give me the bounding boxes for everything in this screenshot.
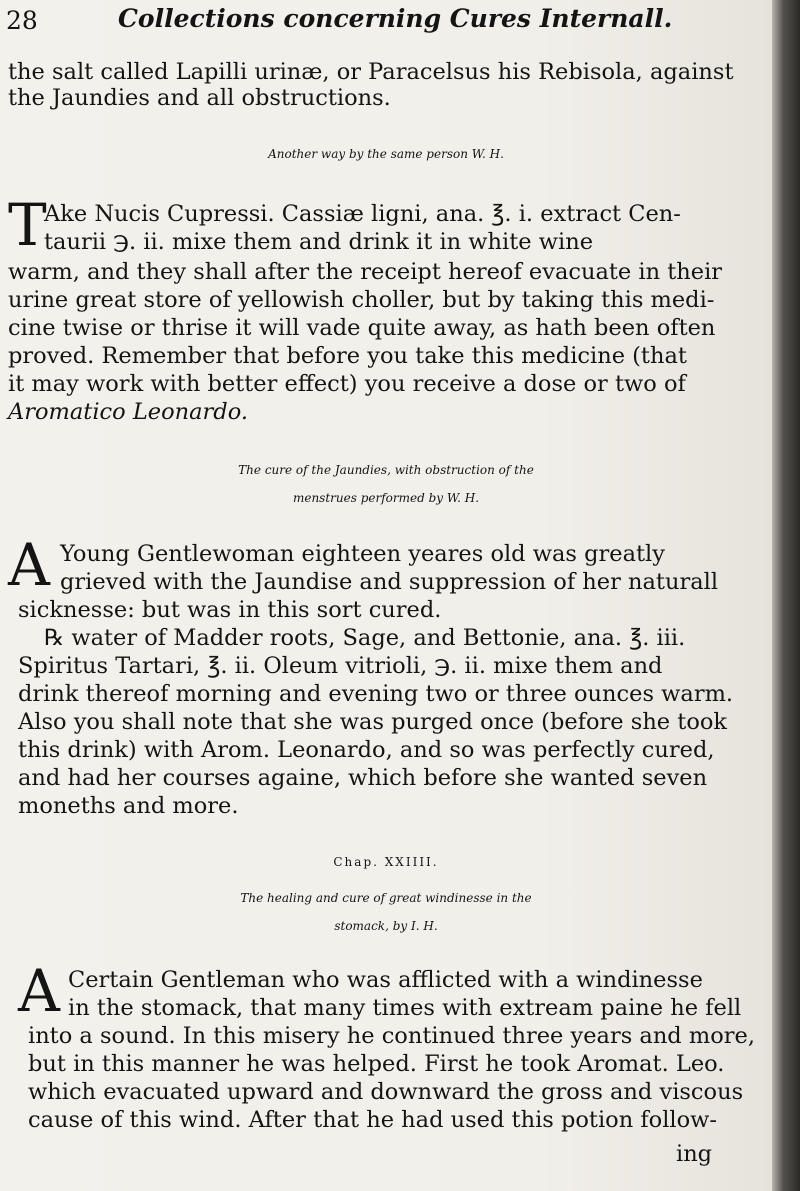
text-line: Ake Nucis Cupressi. Cassiæ ligni, ana. ℥. i. extract Cen- — [44, 201, 681, 227]
text-line: Aromatico Leonardo. — [8, 399, 249, 425]
running-title: Collections concerning Cures Internall. — [118, 4, 673, 33]
text-line: urine great store of yellowish choller, but by taking this medi- — [8, 287, 715, 313]
text-line: this drink) with Arom. Leonardo, and so was perfectly cured, — [18, 737, 715, 763]
text-line: Also you shall note that she was purged once (before she took — [18, 709, 728, 735]
drop-cap: A — [18, 957, 60, 1025]
section-heading: Another way by the same person W. H. — [268, 147, 504, 161]
catchword: ing — [676, 1141, 713, 1167]
page-gutter-shadow — [772, 0, 800, 1191]
text-line: it may work with better effect) you receive a dose or two of — [8, 371, 686, 397]
text-line: Certain Gentleman who was afflicted with a windinesse — [68, 967, 703, 993]
chapter-heading: The healing and cure of great windinesse in the — [240, 891, 532, 905]
text-line: but in this manner he was helped. First he took Aromat. Leo. — [28, 1051, 725, 1077]
text-line: moneths and more. — [18, 793, 239, 819]
section-heading: The cure of the Jaundies, with obstruction of the — [238, 463, 534, 477]
text-line: ℞ water of Madder roots, Sage, and Bettonie, ana. ℥. iii. — [44, 625, 686, 651]
text-line: Young Gentlewoman eighteen yeares old was greatly — [60, 541, 665, 567]
text-line: proved. Remember that before you take this medicine (that — [8, 343, 687, 369]
text-line: the Jaundies and all obstructions. — [8, 85, 391, 111]
chapter-title: Chap. XXIIII. — [333, 855, 439, 869]
text-line: Spiritus Tartari, ℥. ii. Oleum vitrioli, ℈. ii. mixe them and — [18, 653, 663, 679]
text-line: drink thereof morning and evening two or three ounces warm. — [18, 681, 734, 707]
drop-cap: A — [8, 531, 50, 599]
text-line: and had her courses againe, which before she wanted seven — [18, 765, 708, 791]
text-line: the salt called Lapilli urinæ, or Paracelsus his Rebisola, against — [8, 59, 734, 85]
text-line: into a sound. In this misery he continued three years and more, — [28, 1023, 755, 1049]
text-line: grieved with the Jaundise and suppression of her naturall — [60, 569, 719, 595]
text-line: in the stomack, that many times with extream paine he fell — [68, 995, 742, 1021]
drop-cap: T — [8, 191, 47, 259]
section-heading: menstrues performed by W. H. — [292, 491, 480, 505]
text-line: sicknesse: but was in this sort cured. — [18, 597, 442, 623]
text-line: cine twise or thrise it will vade quite away, as hath been often — [8, 315, 716, 341]
text-line: warm, and they shall after the receipt hereof evacuate in their — [8, 259, 723, 285]
text-line: taurii ℈. ii. mixe them and drink it in white wine — [44, 229, 594, 255]
chapter-heading: stomack, by I. H. — [334, 919, 438, 933]
text-line: which evacuated upward and downward the gross and viscous — [28, 1079, 744, 1105]
page-number: 28 — [6, 6, 38, 35]
text-line: cause of this wind. After that he had used this potion follow- — [28, 1107, 718, 1133]
